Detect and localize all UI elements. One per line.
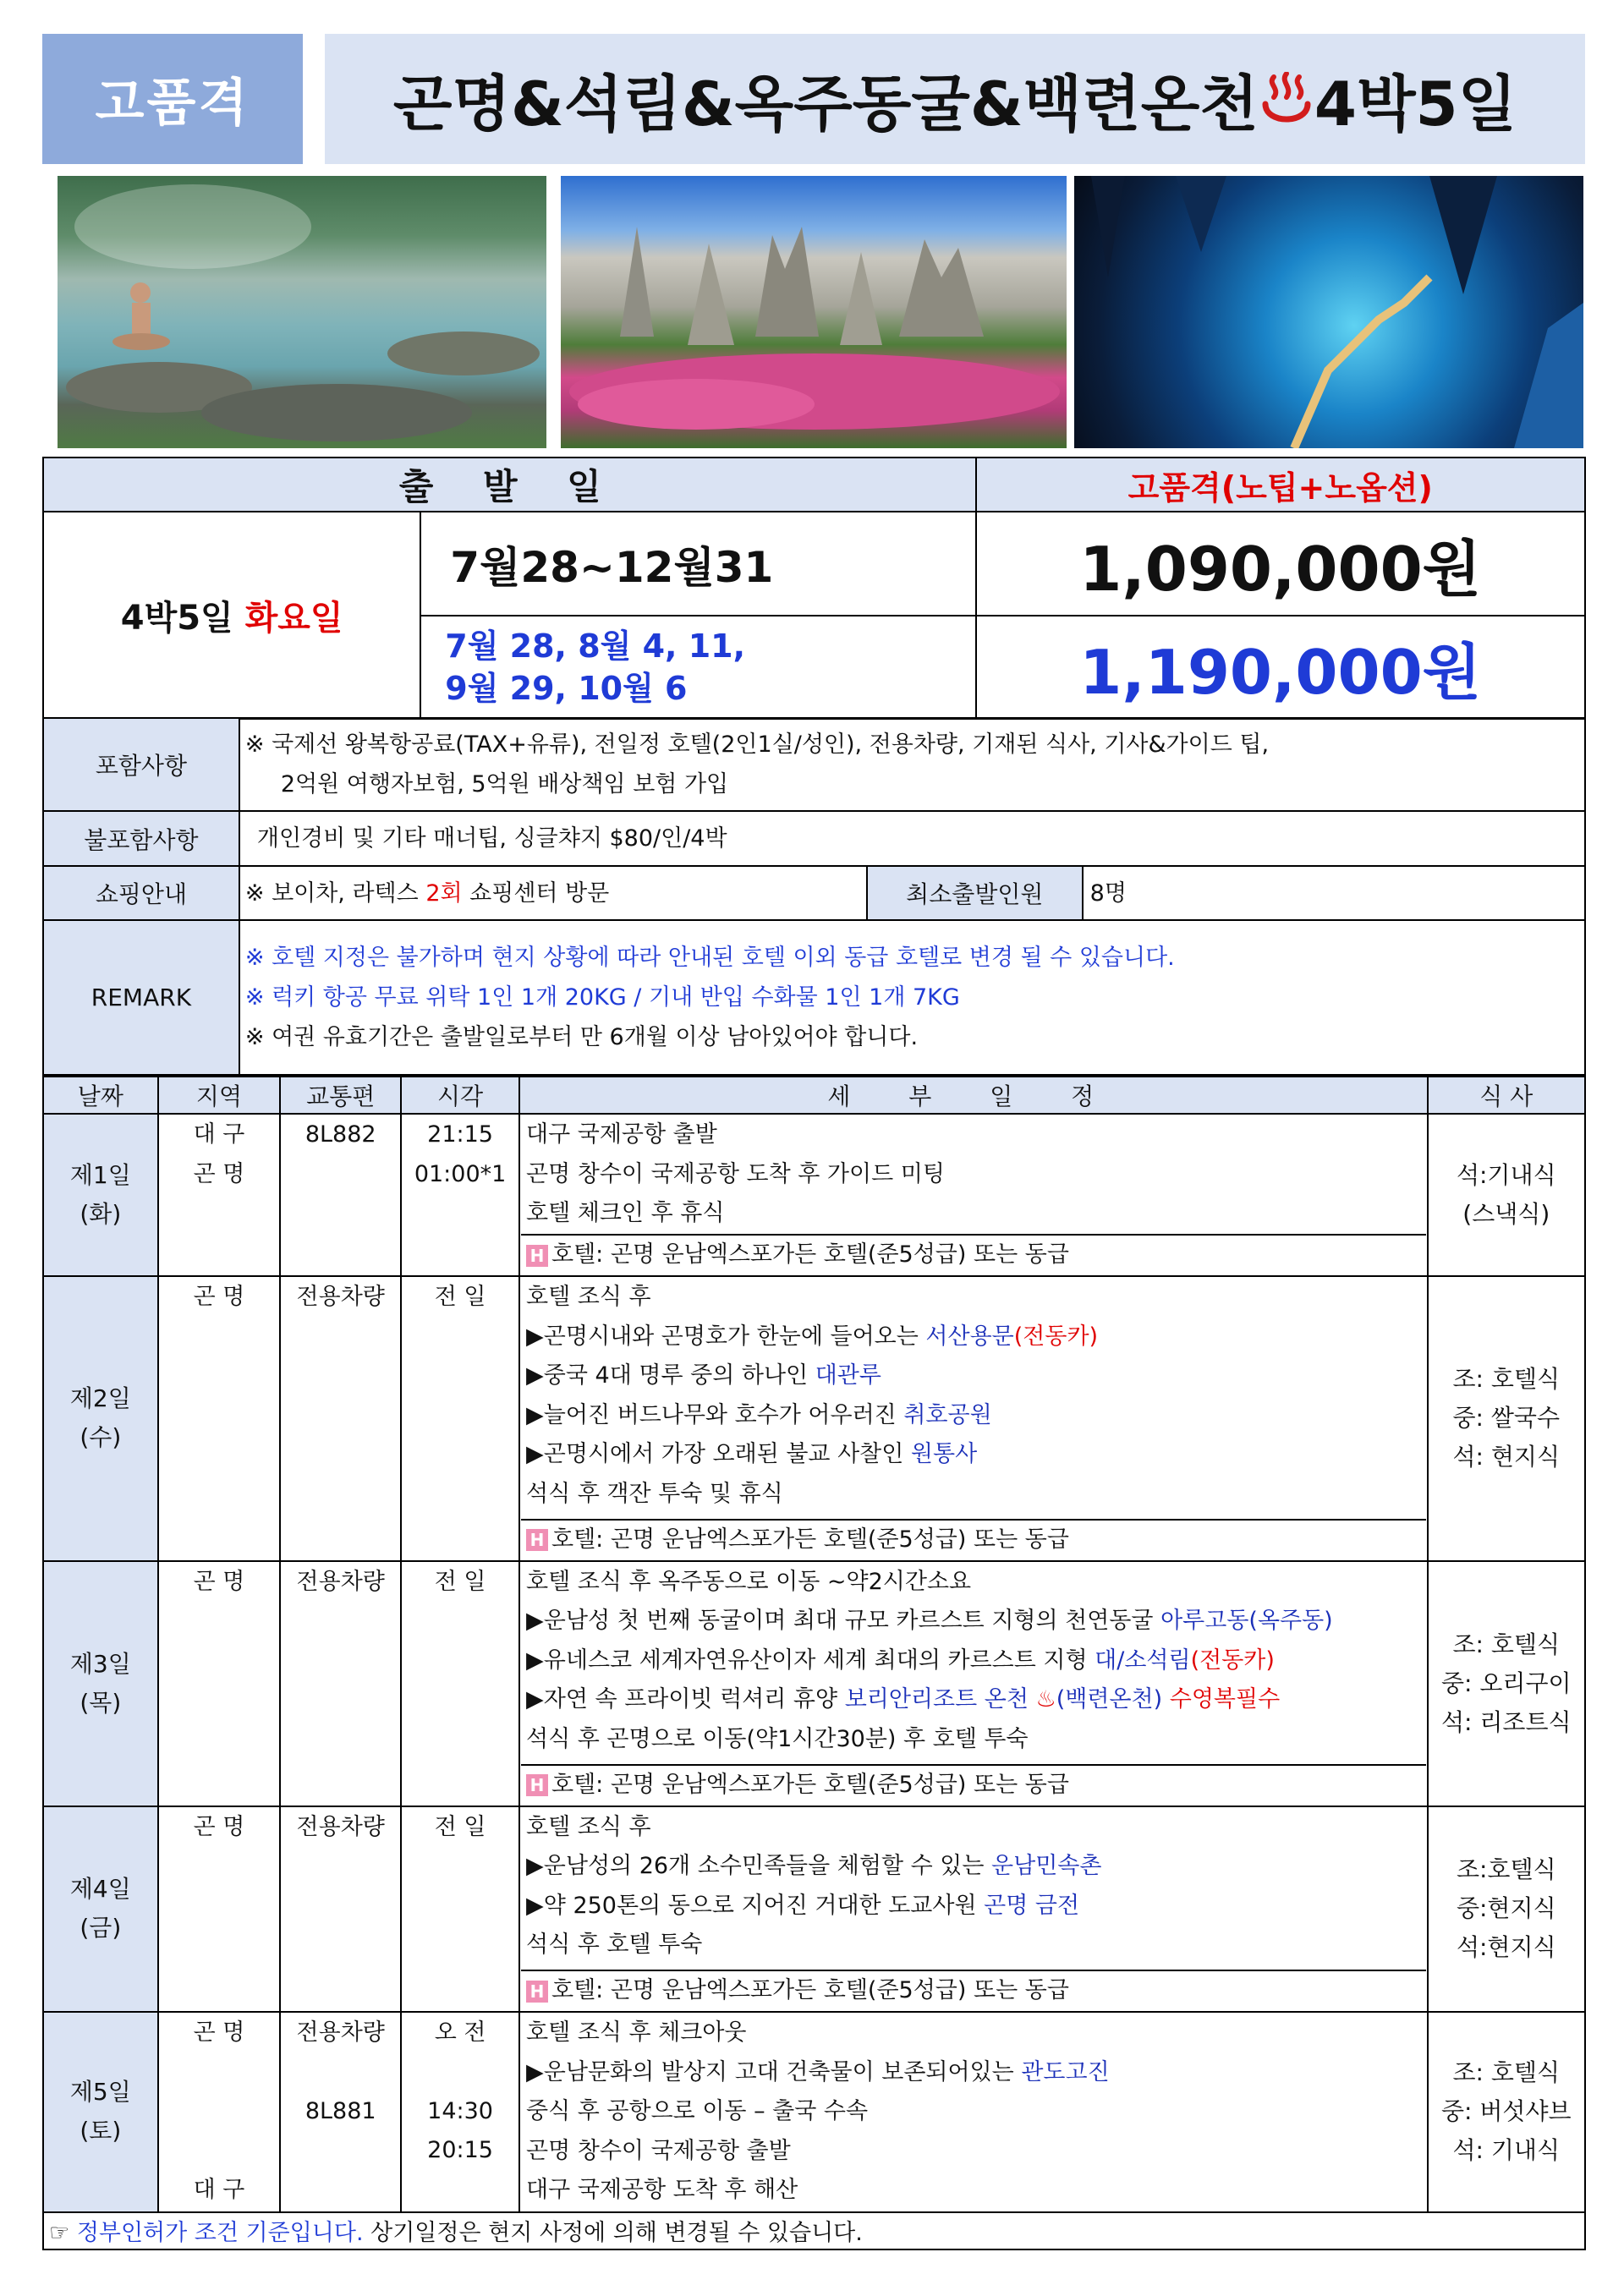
info-table: [42, 717, 1586, 1076]
remark-passport: ※ 여권 유효기간은 출발일로부터 만 6개월 이상 남아있어야 합니다.: [244, 1024, 919, 1050]
day4-itinerary: 호텔 조식 후 ▶운남성의 26개 소수민족들을 체험할 수 있는 운남민속촌 ▶약 250톤의 동으로 지어진 거대한 도교사원 곤명 금전 석식 후 호텔 투숙 H 호텔: 곤명 운남엑스포가든 호텔(준5성급) 또는 동급: [519, 1806, 1428, 2013]
min-departure-label: 최소출발인원: [867, 866, 1083, 920]
title-destinations: 곤명&석림&옥주동굴&백련온천: [392, 68, 1259, 140]
day5-transport: 전용차량 8L881: [280, 2012, 401, 2212]
footer-row: [43, 2212, 1585, 2249]
excluded-label: 불포함사항: [43, 811, 239, 866]
day2-time: 전 일: [401, 1276, 519, 1561]
departure-table: [42, 457, 1586, 720]
day3-hotel: H 호텔: 곤명 운남엑스포가든 호텔(준5성급) 또는 동급: [521, 1764, 1426, 1805]
grade-badge: [42, 34, 303, 164]
special-dates: 7월 28, 8월 4, 11, 9월 29, 10월 6: [420, 616, 975, 719]
day5-time: 오 전 14:30 20:15: [401, 2012, 519, 2212]
table-row: [43, 1276, 1585, 1561]
day1-time: 21:15 01:00*1: [401, 1114, 519, 1276]
day5-region: 곤 명 대 구: [158, 2012, 281, 2212]
day2-itinerary: 호텔 조식 후 ▶곤명시내와 곤명호가 한눈에 들어오는 서산용문(전동카) ▶중국 4대 명루 중의 하나인 대관루 ▶늘어진 버드나무와 호수가 어우러진 취호공원 ▶곤명시에서 가장 오래된 불교 사찰인 원통사 석식 후 객잔 투숙 및 휴식 H 호텔: 곤명 운남엑스포가든 호텔(준5성급) 또는 동급: [519, 1276, 1428, 1561]
departure-weekday: 화요일: [244, 599, 343, 638]
day5-label: 제5일 (토): [43, 2012, 158, 2212]
hot-spring-photo: [58, 176, 546, 448]
table-row: [43, 1561, 1585, 1806]
remark-hotel: ※ 호텔 지정은 불가하며 현지 상황에 따라 안내된 호텔 이외 동급 호텔로 변경 될 수 있습니다.: [244, 945, 1175, 971]
day3-region: 곤 명: [158, 1561, 281, 1806]
pointing-hand-icon: ☞: [49, 2220, 70, 2246]
col-time: 시각: [401, 1077, 519, 1114]
hot-spring-icon: ♨: [1035, 1686, 1056, 1712]
col-meal: 식 사: [1428, 1077, 1585, 1114]
day3-itinerary: 호텔 조식 후 옥주동으로 이동 ~약2시간소요 ▶운남성 첫 번째 동굴이며 최대 규모 카르스트 지형의 천연동굴 아루고동(옥주동) ▶유네스코 세계자연유산이자 세계 최대의 카르스트 지형 대/소석림(전동카) ▶자연 속 프라이빗 럭셔리 휴양 보리안리조트 온천 ♨(백련온천) 수영복필수 석식 후 곤명으로 이동(약1시간30분) 후 호텔 투숙 H 호텔: 곤명 운남엑스포가든 호텔(준5성급) 또는 동급: [519, 1561, 1428, 1806]
day4-region: 곤 명: [158, 1806, 281, 2013]
footer-note: ☞ 정부인허가 조건 기준입니다. 상기일정은 현지 사정에 의해 변경될 수 있습니다.: [43, 2212, 1585, 2249]
package-class: 고품격(노팁+노옵션): [976, 458, 1585, 512]
departure-header: 출 발 일: [43, 458, 976, 512]
hotel-icon: H: [526, 1774, 548, 1796]
remark-baggage: ※ 럭키 항공 무료 위탁 1인 1개 20KG / 기내 반입 수화물 1인 1개 7KG: [244, 984, 960, 1011]
day2-transport: 전용차량: [280, 1276, 401, 1561]
day1-itinerary: 대구 국제공항 출발 곤명 창수이 국제공항 도착 후 가이드 미팅 호텔 체크인 후 휴식 H 호텔: 곤명 운남엑스포가든 호텔(준5성급) 또는 동급: [519, 1114, 1428, 1276]
hotel-icon: H: [526, 1529, 548, 1551]
stone-forest-photo: [561, 176, 1067, 448]
included-text: ※ 국제선 왕복항공료(TAX+유류), 전일정 호텔(2인1실/성인), 전용차량, 기재된 식사, 기사&가이드 팁, 2억원 여행자보험, 5억원 배상책임 보험 가입: [239, 718, 1585, 811]
page-title: [325, 34, 1585, 164]
table-row: [43, 1806, 1585, 2013]
hotel-icon: H: [526, 1245, 548, 1267]
trip-length: 4박5일: [120, 599, 233, 638]
day5-meal: 조: 호텔식 중: 버섯샤브 석: 기내식: [1428, 2012, 1585, 2212]
day1-meal: 석:기내식 (스낵식): [1428, 1114, 1585, 1276]
day1-hotel: H 호텔: 곤명 운남엑스포가든 호텔(준5성급) 또는 동급: [521, 1234, 1426, 1274]
shopping-text: ※ 보이차, 라텍스 2회 쇼핑센터 방문: [239, 866, 867, 920]
price-special: 1,190,000원: [976, 616, 1585, 719]
day3-time: 전 일: [401, 1561, 519, 1806]
day4-time: 전 일: [401, 1806, 519, 2013]
day4-hotel: H 호텔: 곤명 운남엑스포가든 호텔(준5성급) 또는 동급: [521, 1970, 1426, 2010]
day2-hotel: H 호텔: 곤명 운남엑스포가든 호텔(준5성급) 또는 동급: [521, 1519, 1426, 1559]
table-row: [43, 2012, 1585, 2212]
day5-itinerary: 호텔 조식 후 체크아웃 ▶운남문화의 발상지 고대 건축물이 보존되어있는 관도고진 중식 후 공항으로 이동 – 출국 수속 곤명 창수이 국제공항 출발 대구 국제공항 도착 후 해산: [519, 2012, 1428, 2212]
day3-transport: 전용차량: [280, 1561, 401, 1806]
cave-photo: [1074, 176, 1583, 448]
col-region: 지역: [158, 1077, 281, 1114]
day3-meal: 조: 호텔식 중: 오리구이 석: 리조트식: [1428, 1561, 1585, 1806]
day2-label: 제2일 (수): [43, 1276, 158, 1561]
col-itinerary: 세 부 일 정: [519, 1077, 1428, 1114]
day1-label: 제1일 (화): [43, 1114, 158, 1276]
day4-label: 제4일 (금): [43, 1806, 158, 2013]
remark-label: REMARK: [43, 920, 239, 1075]
trip-schedule-cell: [43, 512, 420, 719]
day1-region: 대 구 곤 명: [158, 1114, 281, 1276]
day4-transport: 전용차량: [280, 1806, 401, 2013]
included-label: 포함사항: [43, 718, 239, 811]
itinerary-table: [42, 1076, 1586, 2250]
min-departure-value: 8명: [1083, 866, 1585, 920]
col-transport: 교통편: [280, 1077, 401, 1114]
price-regular: 1,090,000원: [976, 512, 1585, 616]
shopping-label: 쇼핑안내: [43, 866, 239, 920]
day3-label: 제3일 (목): [43, 1561, 158, 1806]
hot-spring-icon: [1260, 71, 1313, 127]
title-duration: 4박5일: [1314, 68, 1517, 140]
grade-badge-text: 고품격: [95, 74, 250, 133]
col-date: 날짜: [43, 1077, 158, 1114]
day4-meal: 조:호텔식 중:현지식 석:현지식: [1428, 1806, 1585, 2013]
table-row: [43, 1114, 1585, 1276]
remark-text: [239, 920, 1585, 1075]
day2-region: 곤 명: [158, 1276, 281, 1561]
day2-meal: 조: 호텔식 중: 쌀국수 석: 현지식: [1428, 1276, 1585, 1561]
day1-transport: 8L882: [280, 1114, 401, 1276]
departure-period: 7월28~12월31: [420, 512, 975, 616]
hotel-icon: H: [526, 1981, 548, 2003]
excluded-text: 개인경비 및 기타 매너팁, 싱글챠지 $80/인/4박: [239, 811, 1585, 866]
